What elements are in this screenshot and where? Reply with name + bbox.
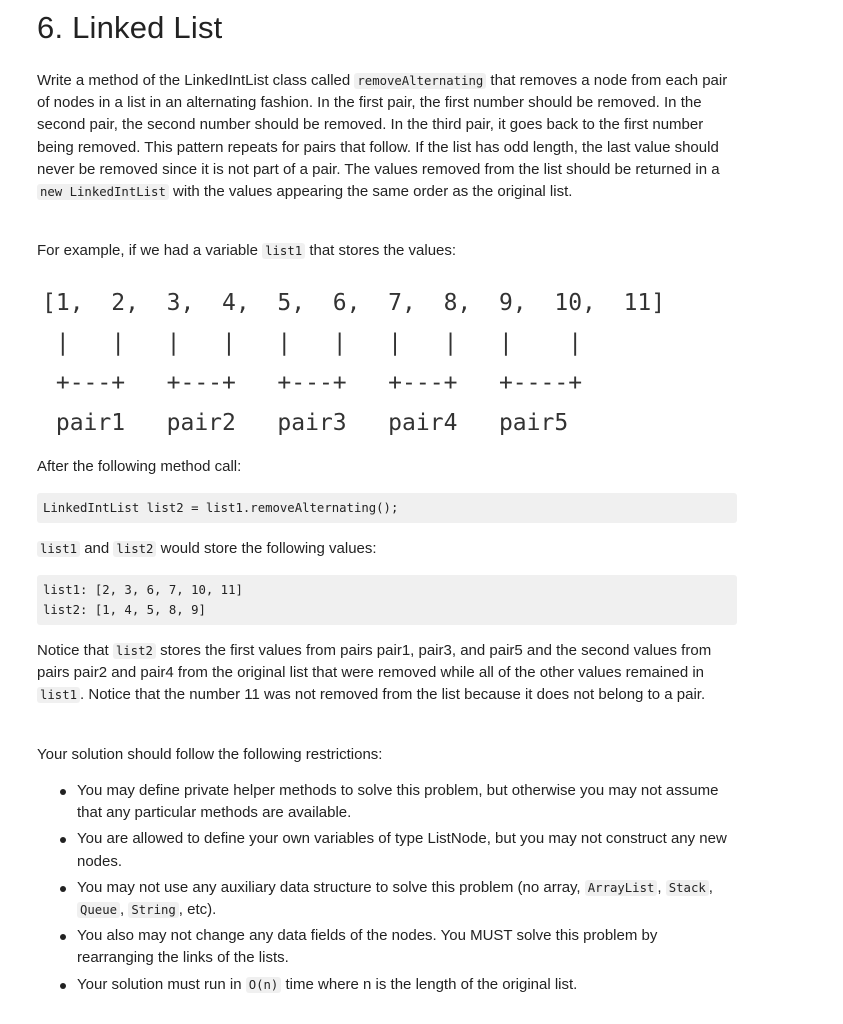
diagram-brackets-line: +---+ +---+ +---+ +---+ +----+	[42, 370, 583, 396]
restrictions-list	[37, 780, 737, 1000]
notice-list2-code: list2	[113, 643, 156, 659]
intro-paragraph	[37, 70, 737, 203]
restriction-5-text-2: time where n is the length of the original list.	[281, 975, 578, 993]
restriction-5-text-1: Your solution must run in	[77, 975, 246, 993]
restriction-item	[77, 974, 737, 996]
list2-code: list2	[113, 541, 156, 557]
restriction-3-text-1: You may not use any auxiliary data structure to solve this problem (no array,	[77, 878, 585, 896]
notice-text-1: Notice that	[37, 642, 113, 659]
example-text-1: For example, if we had a variable	[37, 242, 263, 259]
page-title: 6. Linked List	[37, 10, 223, 45]
restriction-item: You may define private helper methods to solve this problem, but otherwise you may not assume that any particular methods are available.	[77, 780, 737, 824]
example-paragraph	[37, 240, 737, 262]
string-code: String	[128, 902, 178, 918]
would-store-text-2: would store the following values:	[156, 540, 377, 557]
queue-code: Queue	[77, 902, 120, 918]
would-store-paragraph	[37, 538, 737, 560]
results-code-block: list1: [2, 3, 6, 7, 10, 11] list2: [1, 4, 5, 8, 9]	[37, 575, 737, 625]
method-call-code-block: LinkedIntList list2 = list1.removeAlternating();	[37, 493, 737, 523]
intro-text-1: Write a method of the LinkedIntList class called	[37, 72, 355, 89]
restriction-3-sep-3: ,	[120, 901, 129, 919]
diagram-pairs-line: pair1 pair2 pair3 pair4 pair5	[42, 410, 569, 436]
restriction-item: You are allowed to define your own variables of type ListNode, but you may not construct any new nodes.	[77, 828, 737, 872]
restriction-item: You also may not change any data fields of the nodes. You MUST solve this problem by rearranging the links of the lists.	[77, 925, 737, 969]
restriction-3-text-end: , etc).	[178, 901, 217, 919]
notice-text-3: . Notice that the number 11 was not removed from the list because it does not belong to a pair.	[80, 686, 706, 704]
restriction-3-sep-1: ,	[657, 878, 666, 896]
big-o-code: O(n)	[246, 977, 282, 993]
notice-paragraph	[37, 640, 737, 707]
diagram-bars-line: | | | | | | | | | |	[42, 330, 583, 356]
restriction-3-sep-2: ,	[708, 878, 713, 896]
example-var-code: list1	[262, 243, 305, 259]
restriction-item	[77, 877, 737, 921]
notice-text-2: stores the first values from pairs pair1, pair3, and pair5 and the second values from pairs pair2 and pair4 from the original list that were removed while all of the other values remained in	[37, 642, 712, 682]
after-call-text: After the following method call:	[37, 458, 242, 475]
pairs-diagram	[42, 283, 665, 443]
intro-text-2: that removes a node from each pair of nodes in a list in an alternating fashion. In the first pair, the first number should be removed. In the second pair, the second number should be removed. In the third pair, it goes back to the first number being removed. This pattern repeats for pairs that follow. If the list has odd length, the last value should never be removed since it is not part of a pair. The values removed from the list should be returned in a	[37, 72, 728, 178]
new-list-code: new LinkedIntList	[37, 184, 169, 200]
example-text-2: that stores the values:	[305, 242, 457, 259]
diagram-values-line: [1, 2, 3, 4, 5, 6, 7, 8, 9, 10, 11]	[42, 290, 666, 316]
stack-code: Stack	[666, 880, 709, 896]
list1-code: list1	[37, 541, 80, 557]
arraylist-code: ArrayList	[585, 880, 658, 896]
intro-text-3: with the values appearing the same order as the original list.	[168, 183, 573, 201]
restrictions-intro: Your solution should follow the following restrictions:	[37, 746, 383, 763]
notice-list1-code: list1	[37, 687, 80, 703]
method-name-code: removeAlternating	[354, 73, 486, 89]
would-store-text-1: and	[80, 540, 114, 557]
